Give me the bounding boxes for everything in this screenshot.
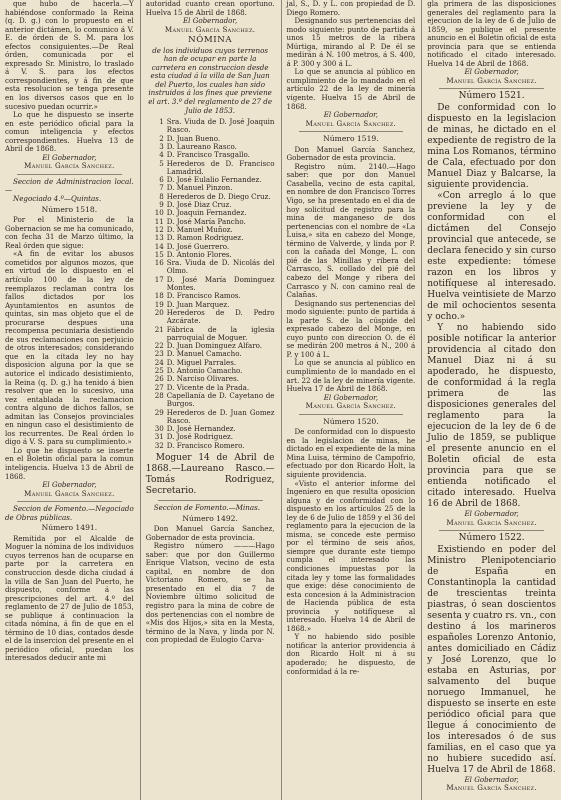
notice-number: Número 1520. [323,416,379,426]
divider [439,530,544,531]
list-item-text: D. Manuel Camacho. [166,349,242,359]
list-item-text: D. Laureano Rasco. [166,142,237,151]
paragraph: Registro número ———Hago saber: que por don Guillermo Enrique Vlatson, vecino de esta capital, en nombre de don Victoriano Romero, se ha presentado en el dia 7 de Noviembre último solicitud de registro para la mina de cobre de dos pertenencias con el nombre de «Mis dos Hijos,» sita en la Mesta, término de la Nava, y linda por N. con propiedad de Eulogio Carva- [145,541,275,645]
signature-title: El Gobernador, [323,110,378,120]
paragraph: Remitida por el Alcalde de Moguer la nómina de los individuos cuyos terrenos han de ocuparse en parte por la carretera en construccion desde dicha ciudad á la villa de San Juan del Puerto, he dispuesto, conforme á las prescripciones del art. 4.º del reglamento de 27 de Julio de 1853, se publique á continuacion la citada nómina, á fin de que en el término de 10 dias, contados desde el de la insercion del presente en el periódico oficial, puedan los interesados deducir ante mi [5,533,134,663]
list-item-text: Herederos de D. Pedro Azcárate. [166,307,275,326]
list-item-number: 23 [154,349,164,359]
paragraph: De conformidad con lo dispuesto en la legislacion de minas, he dictado en el expediente de la mina Mina Luisa, término de Campofrio, efectuado por don Ricardo Holt, la siguiente providencia. [286,427,416,479]
list-item-number: 25 [154,366,164,376]
list-item-text: D. José Hernandez. [166,424,236,434]
list-item-text: D. Francisco Ramos. [166,291,241,301]
column-3 [281,0,416,800]
list-item-number: 5 [159,158,164,168]
signature-name: Manuel García Sanchez. [24,161,115,171]
signature-name: Manuel García Sanchez. [24,488,115,498]
list-item-number: 8 [159,191,164,201]
signature-name: Manuel García Sanchez. [305,401,397,411]
section-heading: Negociado 4.º—Quintas. [13,194,102,204]
list-item-text: D. Antonio Flores. [166,249,232,259]
list-item-text: Fábrica de la iglesia parroquial de Moguer. [166,324,275,342]
list-item-number: 2 [159,133,164,143]
list-item-text: D. Narciso Olivares. [166,374,240,384]
list-item-number: 1 [159,117,164,127]
divider [158,500,263,501]
column-4 [421,0,556,800]
list-item-text: D. Juan Marquez. [166,299,230,309]
list-item-number: 27 [154,382,164,392]
list-item-text: D. Juan Bueno. [166,133,221,143]
paragraph: «Con arreglo á lo que previene la ley y de conformidad con el dictámen del Consejo provincial que antecede, se declara fenecido y sin curso este expediente: tómese razon en los libros y notifíquese al interesado. Huelva veintisiete de Marzo de mil ochocientos sesenta y ocho.» [427,191,556,323]
paragraph: Registro núm. 2140.—Hago saber: que por don Manuel Casabella, vecino de esta capital, en nombre de don Francisco Torres Vigo, se ha presentado en el dia de hoy solicitud de registro para la mina de manganeso de dos pertenencias con el nombre de «La Luisa,» sita en cabezo del Monge, término de Valverde, y linda por P. con la cañada del Monge, L. con pié de las Minillas y ribera del Carrasco, S. collado del pié del cabezo del Monge y ribera del Carrasco y N. con camino real de Calañas. [286,161,416,300]
paragraph: «A fin de evitar los abusos cometidos por algunos mozos, que en virtud de lo dispuesto en el artículo 100 de la ley de reemplazos reclaman contra los fallos dictados por los Ayuntamientos en asuntos de quintas, sin mas objeto que el de procurarse despues una recompensa pecuniaria desistiendo de sus reclamaciones con perjuicio de otros interesados; considerando que en la citada ley no hay disposicion alguna por la que se autorice el indicado desistimiento, la Reina (q. D. g.) ha tenido á bien resolver que en lo sucesivo, una vez entablada la reclamacion contra alguno de dichos fallos, se admitan las Consejos provinciales en ningun caso el desistimiento de los recurrentes. De Real órden lo digo á V. S. para su cumplimiento.» [5,249,134,447]
list-item-number: 14 [154,241,164,251]
list-item [146,259,275,276]
paragraph: Moguer 14 de Abril de 1868.—Laureano Rasco.—Tomás Rodriguez, Secretario. [145,452,275,496]
list-item-number: 30 [154,424,164,434]
notice-number: Número 1522. [458,533,525,544]
list-item [146,309,275,326]
list-item-number: 4 [159,150,164,160]
list-item-number: 32 [154,440,164,450]
list-item-text: D. José María Dominguez Montes. [166,274,275,293]
list-item-text: Herederos de D. Juan Gomez Rasco. [166,407,275,425]
list-item-text: Sra. Viuda de D. José Joaquin Rasco. [166,117,275,135]
divider [299,414,404,415]
list-item [146,160,275,177]
signature-title: El Gobernador, [42,480,97,490]
list-item-number: 26 [154,374,164,384]
paragraph: Designando sus pertenencias del modo siguiente: punto de partida á la parte S. de la cúspide del expresado cabezo del Monge, en cuyo punto con direccion O. de él se medirán 200 metros á N., 200 á P. y 100 á L. [286,298,416,359]
signature-name: Manuel García Sanchez. [446,783,537,793]
section-heading: Seccion de Fomento.—Negociado de Obras públicas. [5,504,134,522]
list-item-number: 21 [154,324,164,334]
column-1 [5,0,134,800]
paragraph: Don Manuel García Sanchez, Gobernador de esta provincia. [286,144,416,163]
signature-title: El Gobernador, [464,774,519,784]
signature-title: El Gobernador, [42,152,97,162]
paragraph: Y no habiendo sido posible notificar la anterior providencia al citado don Manuel Diaz ni á su apoderado, he dispuesto, de conformidad á la regla primera de las disposiciones generales del reglamento para la ejecucion de la ley de 6 de Julio de 1859, se publique el presente anuncio en el Boletin oficial de esta provincia para que se entienda notificado el citado interesado. Huelva 16 de Abril de 1868. [427,323,556,510]
signature-name: Manuel García Sanchez. [164,24,256,34]
signature-name: Manuel García Sanchez. [446,517,537,527]
list-item-number: 18 [154,291,164,301]
list-item-number: 10 [154,208,164,218]
owners-list [146,118,275,450]
list-item-number: 7 [159,183,164,193]
list-item-number: 22 [154,341,164,351]
list-item-text: D. Miguel Parrales. [166,357,237,367]
list-item-text: D. Juan Dominguez Alfaro. [166,341,263,351]
list-item-text: D. Antonio Camacho. [166,366,243,376]
list-item [146,276,275,293]
list-item-text: D. Francisco Trasgallo. [166,150,250,160]
signature-title: El Gobernador, [464,67,519,77]
paragraph: Designando sus pertenencias del modo siguiente: punto de partida á unos 15 metros de la ribera Múrtiga, mirando al P. De él se medirán á N. 100 metros, á S. 400, á P. 300 y 300 á L. [286,16,416,68]
list-item [146,409,275,426]
list-item-number: 3 [159,142,164,151]
list-item-number: 19 [154,299,164,309]
list-item-text: Herederos de D. Francisco Lamadrid. [166,158,275,176]
section-heading: Seccion de Administracion local.— [5,176,134,195]
paragraph: autoridad cuanto crean oportuno. Huelva 15 de Abril de 1868. [145,0,275,17]
list-item-text: D. José Diaz Cruz. [166,200,232,210]
list-item-text: Capellanía de D. Cayetano de Burgos. [166,390,275,409]
divider [299,131,404,132]
signature-title: El Gobernador, [323,392,378,402]
large-paragraph [427,103,556,191]
section-heading: Seccion de Fomento.—Minas. [153,502,260,512]
list-item-text: D. Manuel Muñoz. [166,224,233,234]
list-item-text: D. Joaquin Fernandez. [166,208,247,218]
list-item-number: 28 [154,390,164,400]
large-paragraph [146,453,275,497]
list-item-number: 11 [154,216,164,226]
list-item-number: 31 [154,432,164,442]
list-item [146,326,275,343]
list-item-number: 29 [154,407,164,417]
list-item [146,392,275,409]
paragraph: gla primera de las disposiciones generales del reglamento para la ejecucion de la ley de 6 de Julio de 1859, se publique el presente anuncio en el Boletin oficial de esta provincia para que se entienda notificado el citado interesado. Huelva 14 de Abril de 1868. [427,0,556,68]
list-item-text: D. José Guerrero. [166,241,230,251]
large-paragraph [427,191,556,323]
paragraph: Y no habiendo sido posible notificar la anterior providencia á don Ricardo Holt ni á su apoderado; he dispuesto, de conformidad á la re- [286,632,416,676]
column-2 [140,0,275,800]
notice-number: Número 1519. [323,134,379,144]
notice-number: Número 1518. [41,204,98,214]
paragraph: Lo que he dispuesto se inserte en el Boletin oficial para la comun inteligencia. Huelva 13 de Abril de 1868. [5,445,134,481]
paragraph: Lo que se anuncia al público en cumplimiento de lo mandado en el artículo 22 de la ley de minería vigente. Huelva 15 de Abril de 1868. [286,67,416,111]
list-item-text: Herederos de D. Diego Cruz. [166,191,271,201]
notice-number: Número 1521. [458,91,525,102]
signature-name: Manuel García Sanchez. [305,118,397,128]
list-item [146,442,275,450]
notice-number: Número 1492. [182,513,238,523]
list-item-number: 24 [154,357,164,367]
large-paragraph [427,545,556,776]
list-item-number: 16 [154,258,164,268]
list-item-text: D. José Eulalio Fernandez. [166,175,262,185]
list-item-text: Sra. Viuda de D. Nicolás del Olmo. [166,258,275,276]
notice-number: Número 1491. [41,523,98,533]
paragraph: Lo que se anuncia al público en cumplimiento de lo mandado en el art. 22 de la ley de minería vigente. Huelva 17 de Abril de 1868. [286,358,416,394]
list-item-number: 20 [154,307,164,317]
paragraph: Por el Ministerio de la Gobernacion se me ha comunicado, con fecha 31 de Marzo último, la Real órden que sigue: [5,215,134,250]
signature-title: El Gobernador, [464,509,519,519]
list-item-text: D. José María Pancho. [166,216,246,226]
list-item-text: D. Manuel Pinzon. [166,183,233,193]
divider [439,88,544,89]
list-item [146,118,275,135]
list-item-number: 9 [159,200,164,210]
list-item-text: D. Vicente de la Prada. [166,382,250,392]
nomina-description: de los individuos cuyos terrenos han de ocupar en parte la carretera en construccion desde esta ciudad á la villa de San Juan del Puerto, los cuales han sido instruidos á los fines que previene el art. 3.º del reglamento de 27 de Julio de 1853. [148,45,273,115]
list-item-number: 12 [154,224,164,234]
list-item-number: 6 [159,175,164,185]
large-paragraph [427,323,556,510]
divider [17,174,122,175]
list-item-text: D. José Rodriguez. [166,432,234,442]
paragraph: Lo que he dispuesto se inserte en este periódico oficial para la comun inteligencia y efectos correspondientes. Huelva 13 de Abril de 1868. [5,110,134,154]
paragraph: que hubo de hacerla.—Y habiéndose conformado la Reina (q. D. g.) con lo propuesto en el anterior dictámen, lo comunico á V. E. de órden de S. M. para los efectos consiguientes.—De Real órden, comunicada por el expresado Sr. Ministro, lo traslado á V. S. para los efectos correspondientes, y á fin de que esta resolucion se tenga presente en los diversos casos que en lo sucesivo puedan ocurrir.» [5,0,134,111]
nomina-heading: NÓMINA [188,35,233,46]
list-item-number: 13 [154,233,164,243]
paragraph: «Visto el anterior informe del Ingeniero en que resulta oposicion alguna y de conformidad con lo dispuesto en los artículos 25 de la ley de 6 de Julio de 1859 y el 36 del reglamento para la ejecucion de la misma, se concede este permiso por el término de seis años, siempre que durante este tiempo cumpla el interesado las condiciones impuestas por la citada ley y tome las formalidades que exige: dése conocimiento de esta concesion á la Administracion de Hacienda pública de esta provincia y notifíquese al interesado. Huelva 14 de Abril de 1868.» [286,478,416,633]
paragraph: De conformidad con lo dispuesto en la legislacion de minas, he dictado en el expediente de registro de la mina Los Romanos, término de Cala, efectuado por don Manuel Diaz y Balcarse, la siguiente providencia. [427,103,556,191]
signature-name: Manuel García Sanchez. [446,75,537,85]
signature-title: El Gobernador, [183,16,238,26]
paragraph: Don Manuel García Sanchez, Gobernador de esta provincia. [145,524,275,542]
paragraph: Existiendo en poder del Ministro Plenipotenciario de España en Constantinopla la cantidad de trescientas treinta piastras, ó sean doscientos sesenta y cuatro rs. vn., con destino á los marineros españoles Lorenzo Antonio, antes domiciliado en Cádiz y José Lorenzo, que lo estaba en Asturias, por salvamento del buque noruego Immanuel, he dispuesto se inserte en este periódico oficial para que llegue á conocimiento de los interesados ó de sus familias, en el caso que ya no hubiere sucedido así. Huelva 17 de Abril de 1868. [427,544,556,775]
list-item-text: D. Francisco Romero. [166,440,245,450]
list-item-text: D. Ramon Rodriguez. [166,233,244,243]
list-item-number: 15 [154,249,164,259]
paragraph: jal, S., D. y L. con propiedad de D. Diego Romero. [286,0,416,17]
divider [17,501,122,502]
list-item-number: 17 [154,274,164,284]
